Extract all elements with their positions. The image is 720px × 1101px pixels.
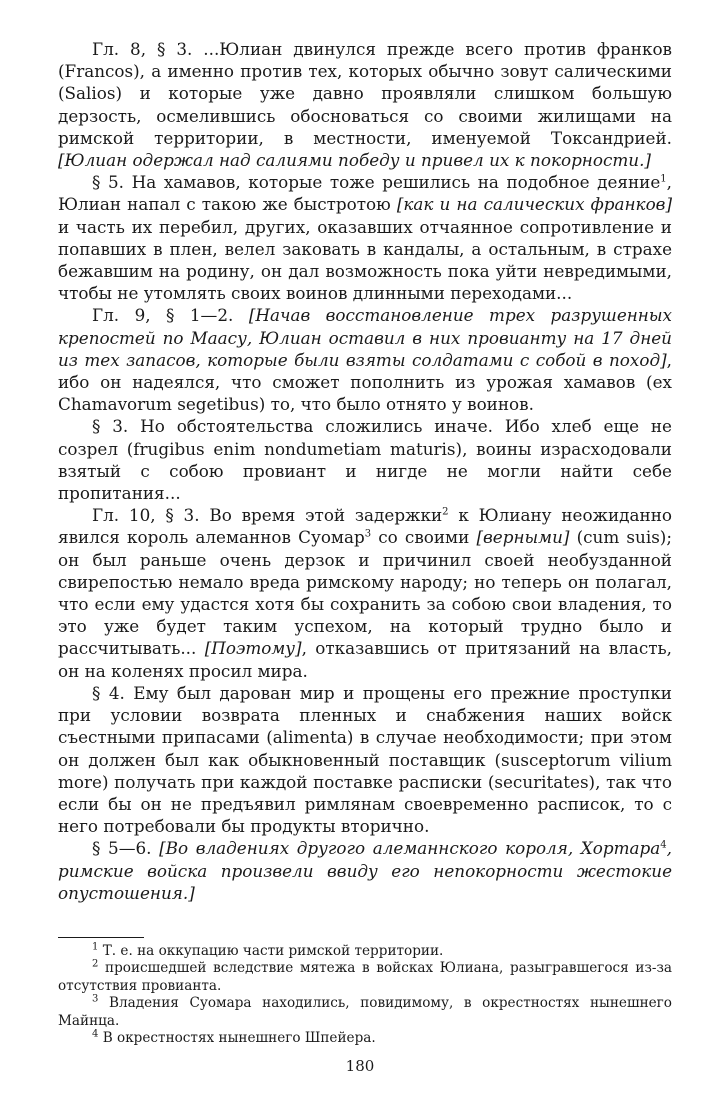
paragraph-ch10-s4 [58,682,672,837]
editorial-insertion: [верными] [476,527,570,548]
paragraph-text: § 4. Ему был дарован мир и прощены его прежние проступки при условии возврата пленных и снабжения наших войск съестными припасами (alimenta) в случае необходимости; при этом он должен был как обыкновенный поставщик (susceptorum vilium more) получать при каждой поставке расписки (securitates), так что если бы он не предъявил римлянам своевременно расписок, то с него потребовали бы продукты вторично. [58,682,672,837]
paragraph-text: со своими [371,527,477,548]
footnote-mark: 2 [92,958,99,970]
paragraph-text: , ибо он надеялся, что сможет пополнить из урожая хамавов (ex Chamavorum segetibus) то, что было отнято у воинов. [58,349,672,415]
paragraph-text: Гл. 8, § 3. ...Юлиан двинулся прежде всего против франков (Francos), а именно против тех, которых обычно зовут салическими (Salios) и которые уже давно проявляли слишком большую дерзость, осмелившись обосноваться со своими жилищами на римской территории, в местности, именуемой Токсандрией. [58,39,672,148]
paragraph-text: , Юлиан напал с такою же быстротою [58,172,672,215]
paragraph-text: и часть их перебил, других, оказавших отчаянное сопротивление и попавших в плен, велел заковать в кандалы, а остальным, в страхе бежавшим на родину, он дал возможность пока уйти невредимыми, чтобы не утомлять своих воинов длинными переходами... [58,216,672,304]
footnote-ref: 1 [660,173,667,185]
paragraph-ch9-s1-2 [58,304,672,415]
footnote-mark: 1 [92,941,99,953]
main-text [58,38,672,904]
footnote [58,1030,672,1047]
paragraph-text: , отказавшись от притязаний на власть, он на коленях просил мира. [58,638,672,681]
footnote-text: происшедшей вследствие мятежа в войсках Юлиана, разыгравшегося из-за отсутствия провианта. [58,960,672,994]
paragraph-ch9-s3 [58,415,672,504]
paragraph-text: Гл. 9, § 1—2. [92,305,249,326]
page-number: 180 [345,1057,375,1075]
editorial-insertion: [Во владениях другого алеманнского короля, Хортара [159,838,661,859]
paragraph-text: § 5. На хамавов, которые тоже решились на подобное деяние [92,172,661,193]
footnote-mark: 4 [92,1028,99,1040]
editorial-insertion: [Поэтому] [204,638,302,659]
footnote-divider [58,937,144,938]
footnote-mark: 3 [92,993,99,1005]
paragraph-text: (cum suis); он был раньше очень дерзок и причинил своей необузданной свирепостью немало вреда римскому народу; но теперь он полагал, что если ему удастся хотя бы сохранить за собою свои владения, то это уже будет таким успехом, на который трудно было и рассчитывать... [58,527,673,659]
footnote-text: В окрестностях нынешнего Шпейера. [98,1030,376,1047]
editorial-insertion: [как и на салических франков] [396,194,672,215]
footnote-ref: 2 [442,506,449,518]
paragraph-ch10-s5-6 [58,837,672,904]
footnote-text: Владения Суомара находились, повидимому, в окрестностях нынешнего Майнца. [58,995,672,1029]
footnote [58,995,672,1030]
paragraph-ch10-s3 [58,504,672,682]
paragraph-text: Гл. 10, § 3. Во время этой задержки [92,505,443,526]
paragraph-text: § 3. Но обстоятельства сложились иначе. Ибо хлеб еще не созрел (frugibus enim nondumetiam maturis), воины израсходовали взятый с собою провиант и нигде не могли найти себе пропитания... [58,416,672,504]
editorial-insertion: [Начав восстановление трех разрушенных крепостей по Маасу, Юлиан оставил в них провианту на 17 дней из тех запасов, которые были взяты солдатами с собой в поход] [58,305,672,370]
editorial-insertion: [Юлиан одержал над салиями победу и привел их к покорности.] [58,150,651,171]
paragraph-text: к Юлиану неожиданно явился король алеманнов Суомар [58,505,672,548]
footnote-ref: 4 [660,839,667,851]
paragraph-ch8-s3 [58,38,672,171]
paragraph-s5-chamavi [58,171,672,304]
footnote [58,943,672,960]
editorial-insertion: , римские войска произвели ввиду его непокорности жестокие опустошения.] [58,838,672,903]
footnotes [58,943,672,1047]
footnote-text: Т. е. на оккупацию части римской территории. [98,943,444,959]
footnote-ref: 3 [364,528,372,540]
footnote [58,960,672,995]
paragraph-text: § 5—6. [92,838,160,859]
